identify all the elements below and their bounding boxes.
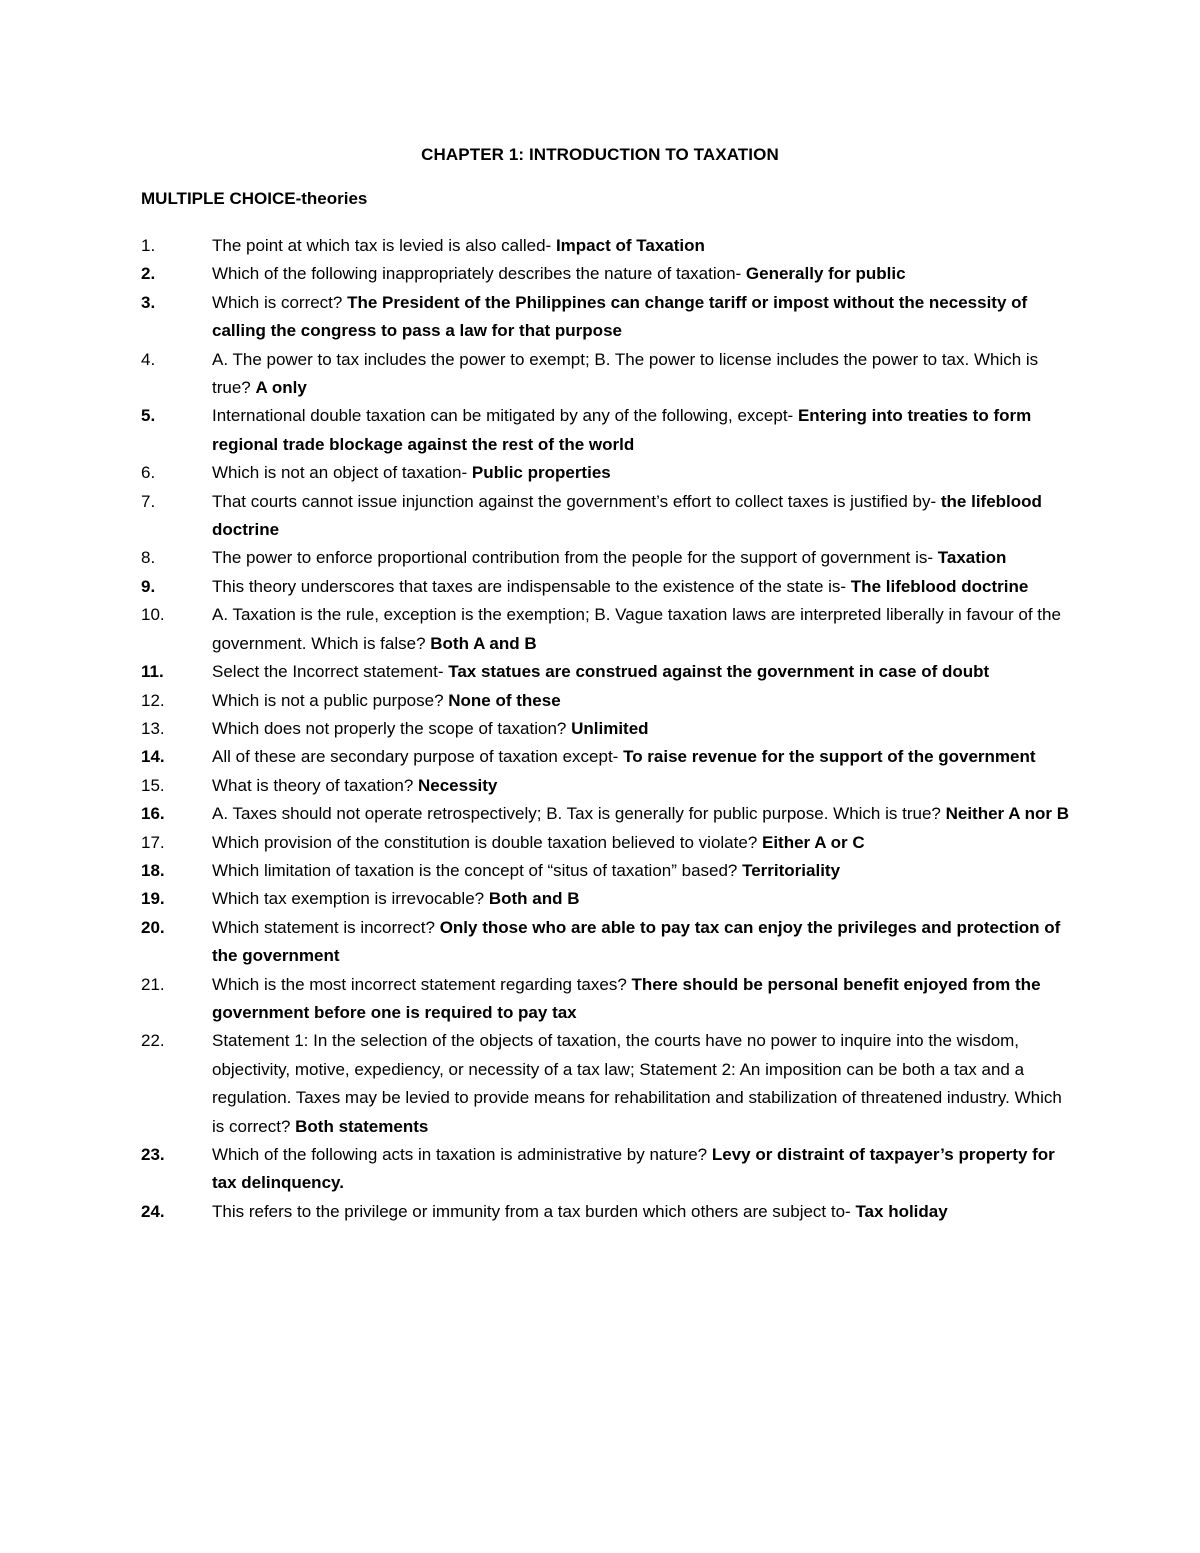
answer-text: Both and B: [488, 889, 580, 909]
question-text: This theory underscores that taxes are indispensable to the existence of the state is-: [212, 576, 851, 596]
page-title: CHAPTER 1: INTRODUCTION TO TAXATION: [421, 145, 779, 164]
answer-text: Both A and B: [430, 633, 537, 653]
answer-text: the lifeblood doctrine: [212, 491, 1042, 540]
list-item: [141, 885, 1071, 913]
question-number: 24.: [141, 1201, 165, 1221]
question-text: Which does not properly the scope of taxation?: [212, 718, 572, 738]
question-text: Which is not an object of taxation-: [212, 463, 472, 483]
list-item: [141, 289, 1071, 346]
list-item: [141, 971, 1071, 1028]
question-text: That courts cannot issue injunction against the government’s effort to collect taxes is justified by-: [212, 491, 941, 511]
answer-text: The lifeblood doctrine: [850, 576, 1029, 596]
question-text: Which is correct?: [212, 292, 348, 312]
answer-text: Either A or C: [762, 832, 865, 852]
question-text: Which tax exemption is irrevocable?: [212, 889, 489, 909]
list-item: [141, 914, 1071, 971]
list-item: [141, 687, 1071, 715]
answer-text: Entering into treaties to form regional trade blockage against the rest of the world: [212, 406, 1032, 454]
question-list: [141, 232, 1071, 1226]
list-item: [141, 743, 1071, 771]
question-text: The point at which tax is levied is also called-: [212, 236, 556, 255]
answer-text: Levy or distraint of taxpayer’s property for tax delinquency.: [212, 1145, 1055, 1193]
question-text: Which is the most incorrect statement regarding taxes?: [212, 974, 632, 994]
question-number: 18.: [141, 860, 165, 880]
question-number: 5.: [141, 406, 156, 426]
question-number: 19.: [141, 889, 165, 909]
list-item: [141, 1027, 1071, 1141]
question-text: Which provision of the constitution is double taxation believed to violate?: [212, 832, 762, 852]
list-item: [141, 402, 1071, 459]
answer-text: Taxation: [937, 548, 1007, 568]
question-number: 13.: [141, 718, 165, 738]
question-text: The power to enforce proportional contribution from the people for the support of government is-: [212, 548, 938, 568]
question-text: What is theory of taxation?: [212, 775, 418, 795]
answer-text: Public properties: [471, 463, 611, 483]
list-item: [141, 573, 1071, 601]
answer-text: A only: [255, 378, 307, 398]
answer-text: Tax statues are construed against the government in case of doubt: [448, 662, 990, 682]
answer-text: Necessity: [418, 775, 498, 795]
question-number: 9.: [141, 576, 156, 596]
question-number: 15.: [141, 775, 165, 795]
question-text: Which of the following acts in taxation is administrative by nature?: [212, 1145, 712, 1164]
list-item: [141, 715, 1071, 743]
question-number: 1.: [141, 236, 156, 255]
question-text: Which is not a public purpose?: [212, 690, 449, 710]
question-text: A. Taxation is the rule, exception is the exemption; B. Vague taxation laws are interpreted liberally in favour of the government. Which is false?: [212, 605, 1061, 653]
question-number: 8.: [141, 548, 156, 568]
question-number: 4.: [141, 349, 156, 369]
answer-text: Both statements: [295, 1116, 429, 1136]
question-number: 12.: [141, 690, 165, 710]
list-item: [141, 544, 1071, 572]
list-item: [141, 772, 1071, 800]
answer-text: Neither A nor B: [945, 804, 1070, 824]
answer-text: None of these: [448, 690, 561, 710]
answer-text: Unlimited: [571, 718, 649, 738]
answer-text: To raise revenue for the support of the government: [623, 747, 1036, 767]
list-item: [141, 488, 1071, 545]
question-text: Statement 1: In the selection of the objects of taxation, the courts have no power to inquire into the wisdom, objectivity, motive, expediency, or necessity of a tax law; Statement 2: An imposition can be both a tax and a regulation. Taxes may be levied to provide means for rehabilitation and stabilization of threatened industry. Which is correct?: [212, 1031, 1062, 1136]
list-item: [141, 829, 1071, 857]
list-item: [141, 601, 1071, 658]
list-item: [141, 232, 1071, 260]
list-item: [141, 459, 1071, 487]
question-number: 7.: [141, 491, 156, 511]
question-text: A. The power to tax includes the power to exempt; B. The power to license includes the power to tax. Which is true?: [212, 349, 1039, 398]
answer-text: Generally for public: [745, 264, 906, 284]
question-text: Which limitation of taxation is the concept of “situs of taxation” based?: [212, 860, 743, 880]
question-number: 14.: [141, 747, 165, 767]
answer-text: Impact of Taxation: [555, 236, 705, 255]
question-number: 6.: [141, 463, 156, 483]
answer-text: Only those who are able to pay tax can enjoy the privileges and protection of the government: [212, 917, 1061, 966]
list-item: [141, 800, 1071, 828]
question-number: 11.: [141, 662, 164, 682]
question-number: 10.: [141, 605, 165, 625]
question-text: All of these are secondary purpose of taxation except-: [212, 747, 624, 767]
answer-text: Tax holiday: [855, 1201, 948, 1221]
question-text: Select the Incorrect statement-: [212, 662, 449, 682]
list-item: [141, 260, 1071, 288]
question-text: A. Taxes should not operate retrospectively; B. Tax is generally for public purpose. Which is true?: [212, 804, 946, 824]
list-item: [141, 658, 1071, 686]
question-number: 3.: [141, 292, 156, 312]
section-heading: MULTIPLE CHOICE-theories: [141, 189, 368, 208]
question-number: 2.: [141, 264, 156, 284]
question-number: 17.: [141, 832, 165, 852]
question-text: This refers to the privilege or immunity from a tax burden which others are subject to-: [212, 1201, 856, 1221]
question-number: 20.: [141, 917, 165, 937]
question-text: International double taxation can be mitigated by any of the following, except-: [212, 406, 798, 426]
list-item: [141, 1141, 1071, 1198]
answer-text: The President of the Philippines can change tariff or impost without the necessity of calling the congress to pass a law for that purpose: [212, 292, 1028, 341]
list-item: [141, 1198, 1071, 1226]
question-number: 16.: [141, 804, 165, 824]
answer-text: Territoriality: [742, 860, 841, 880]
question-text: Which statement is incorrect?: [212, 917, 440, 937]
question-number: 22.: [141, 1031, 165, 1051]
list-item: [141, 346, 1071, 403]
question-number: 21.: [141, 974, 165, 994]
question-text: Which of the following inappropriately describes the nature of taxation-: [212, 264, 746, 284]
answer-text: There should be personal benefit enjoyed from the government before one is required to pay tax: [212, 974, 1041, 1022]
list-item: [141, 857, 1071, 885]
question-number: 23.: [141, 1145, 165, 1164]
